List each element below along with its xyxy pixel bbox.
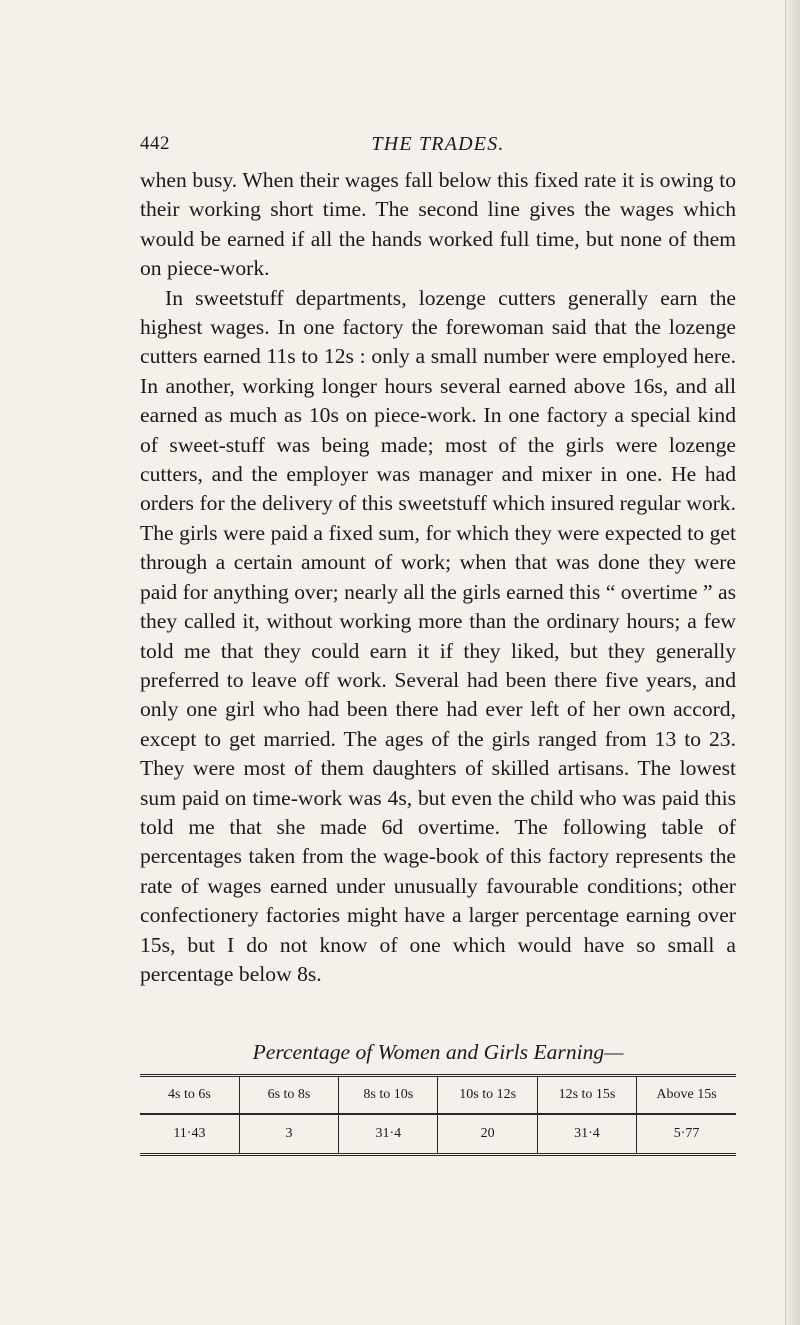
column-header: Above 15s [637, 1076, 736, 1115]
body-text [140, 166, 736, 989]
wage-percentage-table [140, 1074, 736, 1156]
page-header [140, 133, 736, 161]
running-head: THE TRADES. [371, 133, 505, 155]
column-header: 4s to 6s [140, 1076, 239, 1115]
table-cell: 3 [239, 1114, 338, 1155]
percentage-table [140, 1074, 736, 1156]
table-caption: Percentage of Women and Girls Earning— [252, 1040, 624, 1064]
table-cell: 5·77 [637, 1114, 736, 1155]
page-number: 442 [140, 133, 170, 154]
column-header: 10s to 12s [438, 1076, 537, 1115]
table-cell: 11·43 [173, 1126, 206, 1141]
column-header: 6s to 8s [239, 1076, 338, 1115]
column-header: 8s to 10s [339, 1076, 438, 1115]
column-header: 12s to 15s [537, 1076, 636, 1115]
table-header-row [140, 1076, 736, 1115]
table-cell: 20 [438, 1114, 537, 1155]
table-row [140, 1114, 736, 1155]
paragraph: when busy. When their wages fall below this fixed rate it is owing to their working short time. The second line gives the wages which would be earned if all the hands worked full time, but none of them on piece-work. [140, 168, 736, 281]
page-edge [785, 0, 800, 1325]
paragraph: In sweetstuff departments, lozenge cutters generally earn the highest wages. In one factory the forewoman said that the lozenge cutters earned 11s to 12s : only a small number were employed here. In another, working longer hours several earned above 16s, and all earned as much as 10s on piece-work. In one factory a special kind of sweet-stuff was being made; most of the girls were lozenge cutters, and the employer was manager and mixer in one. He had orders for the delivery of this sweetstuff which insured regular work. The girls were paid a fixed sum, for which they were expected to get through a certain amount of work; when that was done they were paid for anything over; nearly all the girls earned this “ overtime ” as they called it, without working more than the ordinary hours; a few told me that they could earn it if they liked, but they generally preferred to leave off work. Several had been there five years, and only one girl who had been there had ever left of her own accord, except to get married. The ages of the girls ranged from 13 to 23. They were most of them daughters of skilled artisans. The lowest sum paid on time-work was 4s, but even the child who was paid this told me that she made 6d overtime. The following table of percentages taken from the wage-book of this factory represents the rate of wages earned under unusually favourable conditions; other confectionery factories might have a larger percentage earning over 15s, but I do not know of one which would have so small a percentage below 8s. [140, 285, 736, 986]
table-cell: 31·4 [339, 1114, 438, 1155]
table-cell: 31·4 [537, 1114, 636, 1155]
